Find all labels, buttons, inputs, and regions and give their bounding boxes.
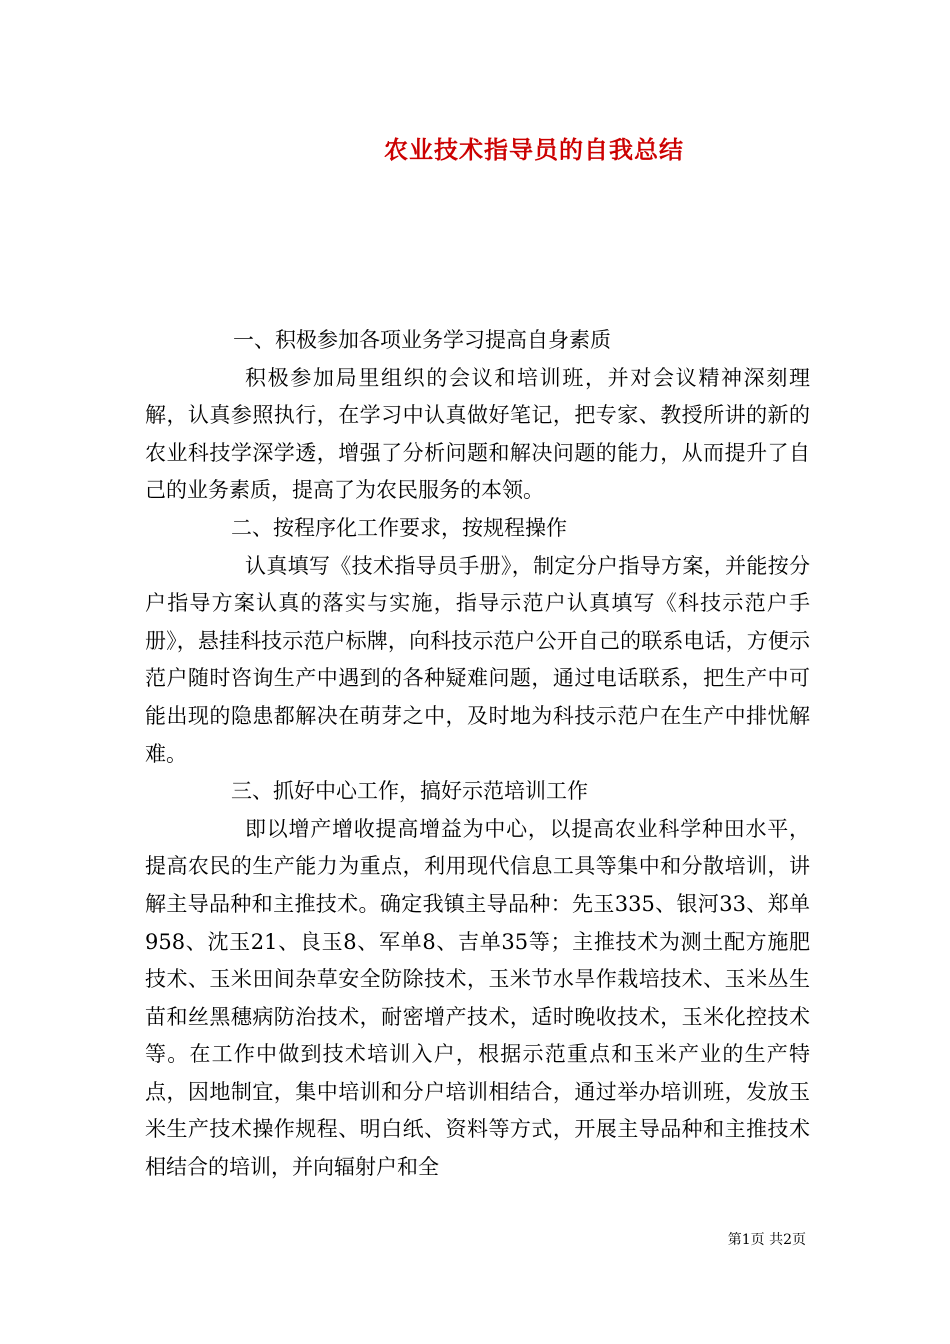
section-heading-3: 三、抓好中心工作，搞好示范培训工作: [231, 779, 588, 804]
document-body: [145, 322, 810, 1187]
section-paragraph-3: 即以增产增收提高增益为中心，以提高农业科学种田水平，提高农民的生产能力为重点，利用现代信息工具等集中和分散培训，讲解主导品种和主推技术。确定我镇主导品种：先玉335、银河33、郑单958、沈玉21、良玉8、军单8、吉单35等；主推技术为测土配方施肥技术、玉米田间杂草安全防除技术，玉米节水旱作栽培技术、玉米丛生苗和丝黑穗病防治技术，耐密增产技术，适时晚收技术，玉米化控技术等。在工作中做到技术培训入户，根据示范重点和玉米产业的生产特点，因地制宜，集中培训和分户培训相结合，通过举办培训班，发放玉米生产技术操作规程、明白纸、资料等方式，开展主导品种和主推技术相结合的培训，并向辐射户和全: [145, 816, 810, 1180]
section-heading-1: 一、积极参加各项业务学习提高自身素质: [233, 328, 611, 352]
section-paragraph-1: 积极参加局里组织的会议和培训班，并对会议精神深刻理解，认真参照执行，在学习中认真做好笔记，把专家、教授所讲的新的农业科技学深学透，增强了分析问题和解决问题的能力，从而提升了自己的业务素质，提高了为农民服务的本领。: [145, 365, 810, 503]
section-paragraph-2: 认真填写《技术指导员手册》，制定分户指导方案，并能按分户指导方案认真的落实与实施，指导示范户认真填写《科技示范户手册》，悬挂科技示范户标牌，向科技示范户公开自己的联系电话，方便示范户随时咨询生产中遇到的各种疑难问题，通过电话联系，把生产中可能出现的隐患都解决在萌芽之中，及时地为科技示范户在生产中排忧解难。: [145, 553, 810, 766]
page-number-footer: 第1页 共2页: [727, 1232, 806, 1248]
section-heading-2: 二、按程序化工作要求，按规程操作: [231, 515, 567, 540]
document-title: 农业技术指导员的自我总结: [384, 136, 684, 164]
